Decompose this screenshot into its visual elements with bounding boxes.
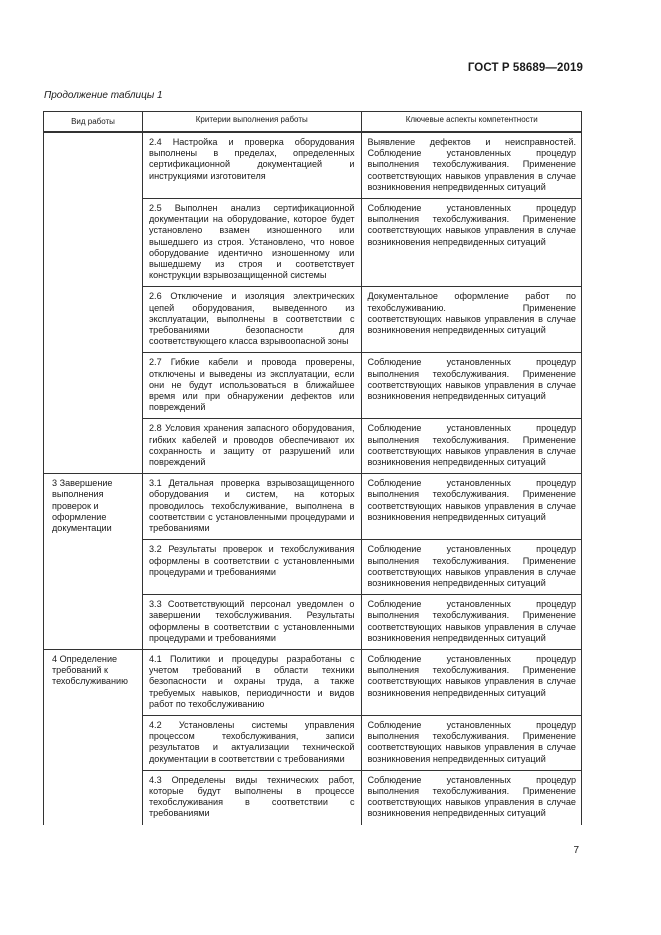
criterion-cell: 3.2 Результаты проверок и техобслуживания оформлены в соответствии с установленными процедурами и требованиями — [143, 540, 361, 595]
work-type-cell — [44, 132, 143, 474]
column-header-work-type: Вид работы — [44, 112, 143, 133]
criterion-cell: 2.5 Выполнен анализ сертификационной документации на оборудование, которое будет установлено взамен изношенного или вышедшего из строя. Установлено, что новое оборудование идентично изношенному или вышедшему из строя и соответствует конструкции взрывозащищенной системы — [143, 199, 361, 287]
competence-table — [43, 111, 582, 825]
competence-cell: Соблюдение установленных процедур выполнения техобслуживания. Применение соответствующих навыков управления в случае возникновения непредвиденных ситуаций — [361, 540, 582, 595]
page-number: 7 — [573, 845, 579, 856]
table-group — [44, 649, 582, 824]
competence-cell: Выявление дефектов и неисправностей. Соблюдение установленных процедур выполнения техобслуживания. Применение соответствующих навыков управления в случае возникновения непредвиденных ситуаций — [361, 133, 582, 199]
criterion-cell: 3.1 Детальная проверка взрывозащищенного оборудования и систем, на которых проводилось техобслуживание, выполнена в соответствии с установленными процедурами и требованиями — [143, 474, 361, 540]
criterion-cell: 4.2 Установлены системы управления процессом техобслуживания, записи результатов и актуализации технической документации в соответствии с требованиями — [143, 715, 361, 770]
competence-cell: Соблюдение установленных процедур выполнения техобслуживания. Применение соответствующих навыков управления в случае возникновения непредвиденных ситуаций — [361, 199, 582, 287]
table-row — [143, 287, 582, 353]
document-code: ГОСТ Р 58689—2019 — [467, 62, 583, 74]
table-row — [143, 419, 582, 473]
competence-cell: Документальное оформление работ по техобслуживанию. Применение соответствующих навыков управления в случае возникновения непредвиденных ситуаций — [361, 287, 582, 353]
table-row — [143, 353, 582, 419]
table-row — [143, 540, 582, 595]
table-header-row — [44, 112, 582, 133]
criterion-cell: 2.6 Отключение и изоляция электрических цепей оборудования, выведенного из эксплуатации, выполнены в соответствии с требованиями безопасности для соответствующего класса взрывоопасной зоны — [143, 287, 361, 353]
table-row — [143, 133, 582, 199]
competence-cell: Соблюдение установленных процедур выполнения техобслуживания. Применение соответствующих навыков управления в случае возникновения непредвиденных ситуаций — [367, 774, 576, 819]
table-row — [143, 199, 582, 287]
work-type-cell: 3 Завершение выполнения проверок и оформление документации — [44, 474, 143, 650]
criterion-cell: 2.8 Условия хранения запасного оборудования, гибких кабелей и проводов обеспечивают их сохранность и защиту от разрушений или повреждений — [143, 419, 361, 473]
criterion-cell: 3.3 Соответствующий персонал уведомлен о завершении техобслуживания. Результаты оформлены в соответствии с установленными процедурами и требованиями — [143, 595, 361, 649]
column-header-criteria: Критерии выполнения работы — [143, 112, 361, 131]
table-row — [143, 595, 582, 649]
table-row — [143, 650, 582, 716]
competence-cell: Соблюдение установленных процедур выполнения техобслуживания. Применение соответствующих навыков управления в случае возникновения непредвиденных ситуаций — [367, 423, 576, 468]
column-header-group — [143, 112, 582, 133]
competence-cell: Соблюдение установленных процедур выполнения техобслуживания. Применение соответствующих навыков управления в случае возникновения непредвиденных ситуаций — [367, 599, 576, 643]
competence-cell: Соблюдение установленных процедур выполнения техобслуживания. Применение соответствующих навыков управления в случае возникновения непредвиденных ситуаций — [361, 353, 582, 419]
table-group — [44, 474, 582, 650]
table-group — [44, 132, 582, 474]
criterion-cell: 2.7 Гибкие кабели и провода проверены, отключены и выведены из эксплуатации, если они не будут использоваться в ближайшее время или при обнаружении дефектов или повреждений — [143, 353, 361, 419]
work-type-cell: 4 Определение требований к техобслуживанию — [44, 649, 143, 824]
table-row — [143, 770, 582, 824]
column-header-competence: Ключевые аспекты компетентности — [405, 115, 538, 124]
criterion-cell: 4.3 Определены виды технических работ, которые будут выполнены в процессе техобслуживания в соответствии с требованиями — [143, 770, 361, 824]
table-row — [143, 474, 582, 540]
table-caption: Продолжение таблицы 1 — [44, 90, 163, 101]
criterion-cell: 4.1 Политики и процедуры разработаны с учетом требований в области техники безопасности и охраны труда, а также требуемых навыков, периодичности и видов работ по техобслуживанию — [143, 650, 361, 716]
table-row — [143, 715, 582, 770]
criterion-cell: 2.4 Настройка и проверка оборудования выполнены в пределах, определенных сертификационной документацией и инструкциями изготовителя — [143, 133, 361, 199]
competence-cell: Соблюдение установленных процедур выполнения техобслуживания. Применение соответствующих навыков управления в случае возникновения непредвиденных ситуаций — [361, 650, 582, 716]
competence-cell: Соблюдение установленных процедур выполнения техобслуживания. Применение соответствующих навыков управления в случае возникновения непредвиденных ситуаций — [361, 715, 582, 770]
competence-cell: Соблюдение установленных процедур выполнения техобслуживания. Применение соответствующих навыков управления в случае возникновения непредвиденных ситуаций — [361, 474, 582, 540]
